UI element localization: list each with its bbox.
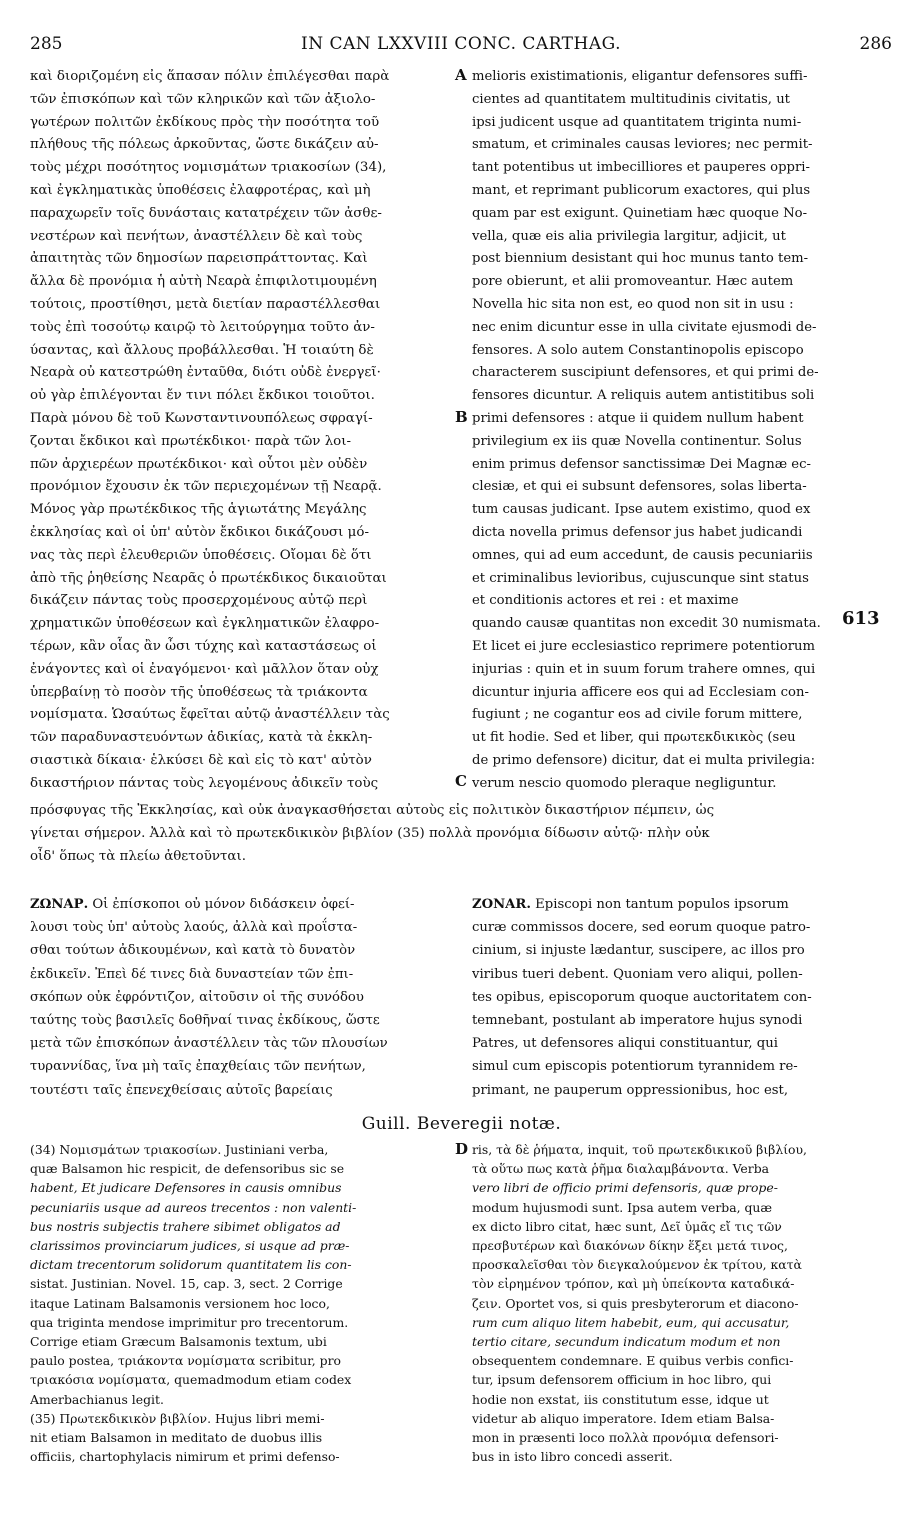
greek-line: οὐ γὰρ ἐπιλέγονται ἔν τινι πόλει ἔκδικοι τοιοῦτοι. (30, 388, 375, 404)
greek-line: νας τὰς περὶ ἐλευθεριῶν ὑποθέσεις. Οἴομαι δὲ ὅτι (30, 547, 372, 563)
latin-line: ut fit hodie. Sed et liber, qui πρωτεκδικικὸς (seu (472, 730, 796, 746)
zonaras-latin-line: tes opibus, episcoporum quoque auctoritatem con- (472, 989, 812, 1005)
greek-line: σιαστικὰ δίκαια· ἑλκύσει δὲ καὶ εἰς τὸ κατ' αὐτὸν (30, 752, 372, 768)
note-line: rum cum aliquo litem habebit, eum, qui accusatur, (472, 1314, 790, 1330)
latin-line: post biennium desistant qui hoc munus tanto tem- (472, 251, 809, 267)
latin-column (472, 66, 892, 796)
note-line: τριακόσια νομίσματα, quemadmodum etiam codex (30, 1372, 352, 1388)
zonaras-latin-label: ZONAR. (472, 897, 531, 912)
note-line: πρεσβυτέρων καὶ διακόνων δίκην ἕξει μετά τινος, (472, 1238, 788, 1254)
greek-line: ἄλλα δὲ προνόμια ἡ αὐτὴ Νεαρὰ ἐπιφιλοτιμουμένη (30, 274, 377, 290)
note-line: qua triginta mendose imprimitur pro trecentorum. (30, 1314, 349, 1330)
greek-line: Μόνος γὰρ πρωτέκδικος τῆς ἁγιωτάτης Μεγάλης (30, 502, 367, 518)
page-header (30, 34, 892, 62)
latin-line: tum causas judicant. Ipse autem existimo, quod ex (472, 502, 811, 518)
note-line: clarissimos provinciarum judices, si usque ad præ- (30, 1238, 350, 1254)
note-line: (34) Νομισμάτων τριακοσίων. Justiniani verba, (30, 1142, 329, 1157)
latin-line: nec enim dicuntur esse in ulla civitate ejusmodi de- (472, 319, 817, 335)
note-line: vero libri de officio primi defensoris, quæ prope- (472, 1180, 778, 1196)
note-line: tertio citare, secundum indicatum modum et non (472, 1334, 781, 1350)
latin-line: quando causæ quantitas non excedit 30 numismata. (472, 616, 821, 632)
greek-line: ἀπαιτητὰς τῶν δημοσίων παρεισπράττοντας. Καὶ (30, 251, 368, 267)
latin-line: cientes ad quantitatem multitudinis civitatis, ut (472, 91, 790, 107)
zonaras-greek-first-line (30, 893, 460, 916)
greek-line: τοὺς μέχρι ποσότητος νομισμάτων τριακοσίων (34), (30, 160, 387, 176)
greek-line: νεστέρων καὶ πενήτων, ἀναστέλλειν δὲ καὶ τοὺς (30, 228, 363, 244)
note-line: quæ Balsamon hic respicit, de defensoribus sic se (30, 1161, 345, 1177)
note-line: itaque Latinam Balsamonis versionem hoc loco, (30, 1295, 330, 1311)
latin-line: omnes, qui ad eum accedunt, de causis pecuniariis (472, 547, 813, 563)
note-line: προσκαλεῖσθαι τὸν διεγκαλούμενον ἐκ τρίτου, κατὰ (472, 1257, 802, 1273)
greek-line: παραχωρεῖν τοῖς δυνάσταις κατατρέχειν τῶν ἀσθε- (30, 205, 382, 221)
note-line: obsequentem condemnare. E quibus verbis conficı- (472, 1353, 794, 1369)
greek-column (30, 66, 460, 796)
latin-line: pore obierunt, et alii promoveantur. Hæc autem (472, 274, 794, 290)
greek-line: ὑπερβαίνῃ τὸ ποσὸν τῆς ὑποθέσεως τὰ τριάκοντα (30, 684, 368, 700)
latin-line: mant, et reprimant publicorum exactores, qui plus (472, 182, 811, 198)
margin-letter-b: B (455, 408, 468, 426)
latin-line: characterem suscipiunt defensores, et qui primi de- (472, 365, 819, 381)
note-line: ris, τὰ δὲ ῥήματα, inquit, τοῦ πρωτεκδικικοῦ βιβλίου, (472, 1142, 807, 1157)
margin-letter-a: A (455, 66, 467, 84)
note-line: bus nostris subjectis trahere sibimet obligatos ad (30, 1218, 341, 1234)
page-number-right: 286 (859, 34, 892, 54)
latin-line: dicuntur injuria afficere eos qui ad Ecclesiam con- (472, 684, 809, 700)
latin-line: clesiæ, et qui ei subsunt defensores, solas liberta- (472, 479, 807, 495)
latin-line: ipsi judicent usque ad quantitatem triginta numi- (472, 114, 802, 130)
note-line: τὰ οὕτω πως κατὰ ῥῆμα διαλαμβάνοντα. Verba (472, 1161, 770, 1177)
note-line: dictam trecentorum solidorum quantitatem lis con- (30, 1257, 352, 1273)
latin-line: privilegium ex iis quæ Novella continentur. Solus (472, 433, 802, 449)
zonaras-greek-line: σκόπων οὐκ ἐφρόντιζον, αἰτοῦσιν οἱ τῆς συνόδου (30, 989, 364, 1005)
zonaras-greek (30, 893, 460, 1102)
zonaras-greek-label: ΖΩΝΑΡ. (30, 897, 89, 912)
greek-line: πῶν ἀρχιερέων πρωτέκδικοι· καὶ οὗτοι μὲν οὐδὲν (30, 456, 368, 472)
latin-line: tant potentibus ut imbecilliores et pauperes oppri- (472, 160, 810, 176)
latin-line: fensores dicuntur. A reliquis autem antistitibus soli (472, 388, 815, 404)
latin-line: primi defensores : atque ii quidem nullum habent (472, 410, 804, 426)
greek-line: καὶ ἐγκληματικὰς ὑποθέσεις ἐλαφροτέρας, καὶ μὴ (30, 182, 371, 198)
note-line: officiis, chartophylacis nimirum et primi defenso- (30, 1449, 340, 1465)
note-line: (35) Πρωτεκδικικὸν βιβλίον. Hujus libri memi- (30, 1410, 325, 1426)
full-line: πρόσφυγας τῆς Ἐκκλησίας, καὶ οὐκ ἀναγκασθήσεται αὐτοὺς εἰς πολιτικὸν δικαστήριον πέμπειν, ὡς (30, 803, 715, 818)
latin-line: quam par est exigunt. Quinetiam hæc quoque No- (472, 205, 808, 221)
zonaras-latin-line: curæ commissos docere, sed eorum quoque patro- (472, 920, 811, 936)
zonaras-greek-line: σθαι τούτων ἀδικουμένων, καὶ κατὰ τὸ δυνατὸν (30, 943, 356, 959)
greek-line: καὶ διοριζομένη εἰς ἅπασαν πόλιν ἐπιλέγεσθαι παρὰ (30, 69, 390, 84)
full-line: γίνεται σήμερον. Ἀλλὰ καὶ τὸ πρωτεκδικικὸν βιβλίον (35) πολλὰ προνόμια δίδωσιν αὐτῷ· πλὴν οὐκ (30, 825, 710, 841)
note-line: pecuniariis usque ad aureos trecentos : non valenti- (30, 1199, 357, 1215)
zonaras-greek-line: Οἱ ἐπίσκοποι οὐ μόνον διδάσκειν ὀφεί- (92, 897, 355, 912)
page-number-left: 285 (30, 34, 63, 54)
note-line: mon in præsenti loco πολλὰ προνόμια defensori- (472, 1430, 779, 1446)
notes-right-column (472, 1140, 892, 1466)
note-line: ζειν. Oportet vos, si quis presbyterorum et diacono- (472, 1295, 799, 1311)
note-line: sistat. Justinian. Novel. 15, cap. 3, sect. 2 Corrige (30, 1276, 343, 1292)
zonaras-latin-line: temnebant, postulant ab imperatore hujus synodi (472, 1013, 803, 1029)
greek-line: ἐνάγοντες καὶ οἱ ἐναγόμενοι· καὶ μᾶλλον ὅταν οὐχ (30, 661, 379, 677)
latin-line: enim primus defensor sanctissimæ Dei Magnæ ec- (472, 456, 811, 472)
margin-letter-d: D (455, 1140, 469, 1158)
latin-line: de primo defensore) dicitur, dat ei multa privilegia: (472, 752, 816, 768)
latin-line: verum nescio quomodo pleraque negliguntur. (472, 775, 777, 791)
zonaras-greek-line: τουτέστι ταῖς ἐπενεχθείσαις αὐτοῖς βαρείαις (30, 1082, 333, 1098)
note-line: Amerbachianus legit. (30, 1391, 164, 1407)
note-line: videtur ab aliquo imperatore. Idem etiam Balsa- (472, 1410, 775, 1426)
greek-line: χρηματικῶν ὑποθέσεων καὶ ἐγκληματικῶν ἐλαφρο- (30, 616, 380, 632)
note-line: paulo postea, τριάκοντα νομίσματα scribitur, pro (30, 1353, 341, 1369)
greek-line: τῶν παραδυναστευόντων ἀδικίας, κατὰ τὰ ἐκκλη- (30, 730, 373, 746)
latin-line: Et licet ei jure ecclesiastico reprimere potentiorum (472, 638, 815, 654)
zonaras-latin-line: cinium, si injuste lædantur, suscipere, ac illos pro (472, 943, 805, 959)
zonaras-latin (472, 893, 892, 1102)
greek-line: γωτέρων πολιτῶν ἐκδίκους πρὸς τὴν ποσότητα τοῦ (30, 114, 380, 130)
greek-line: Νεαρὰ οὐ κατεστρώθη ἐνταῦθα, διότι οὐδὲ ἐνεργεῖ· (30, 365, 381, 381)
zonaras-greek-line: ἐκδικεῖν. Ἐπεὶ δέ τινες διὰ δυναστείαν τῶν ἐπι- (30, 966, 354, 982)
zonaras-latin-line: Episcopi non tantum populos ipsorum (535, 897, 789, 912)
note-line: hodie non exstat, iis constitutum esse, idque ut (472, 1391, 769, 1407)
greek-line: νομίσματα. Ὡσαύτως ἔφεῖται αὐτῷ ἀναστέλλειν τὰς (30, 707, 390, 723)
latin-line: et criminalibus levioribus, cujuscunque sint status (472, 570, 809, 586)
greek-line: προνόμιον ἔχουσιν ἐκ τῶν περιεχομένων τῇ Νεαρᾷ. (30, 479, 382, 495)
note-line: bus in isto libro concedi asserit. (472, 1449, 673, 1465)
latin-line: Novella hic sita non est, eo quod non sit in usu : (472, 296, 794, 312)
greek-line: πλήθους τῆς πόλεως ἀρκοῦντας, ὥστε δικάζειν αὐ- (30, 137, 379, 153)
margin-number: 613 (842, 608, 880, 629)
latin-line: smatum, et criminales causas leviores; nec permit- (472, 137, 813, 153)
note-line: τὸν εἰρημένον τρόπον, καὶ μὴ ὑπείκοντα καταδικά- (472, 1276, 795, 1292)
greek-line: δικάζειν πάντας τοὺς προσερχομένους αὐτῷ περὶ (30, 593, 368, 609)
greek-line: τῶν ἐπισκόπων καὶ τῶν κληρικῶν καὶ τῶν ἀξιολο- (30, 91, 376, 107)
running-title: IN CAN LXXVIII CONC. CARTHAG. (300, 34, 621, 54)
greek-line: ύσαντας, καὶ ἄλλους προβάλλεσθαι. Ἡ τοιαύτη δὲ (30, 342, 374, 358)
greek-line: ζονται ἔκδικοι καὶ πρωτέκδικοι· παρὰ τῶν λοι- (30, 433, 352, 449)
greek-line: τέρων, κἂν οἷας ἂν ὦσι τύχης καὶ καταστάσεως οἱ (30, 638, 377, 654)
note-line: modum hujusmodi sunt. Ipsa autem verba, quæ (472, 1199, 773, 1215)
latin-line: vella, quæ eis alia privilegia largitur, adjicit, ut (472, 228, 786, 244)
margin-letter-c: C (455, 772, 467, 790)
latin-line: injurias : quin et in suum forum trahere omnes, qui (472, 661, 816, 677)
latin-line: melioris existimationis, eligantur defensores suffi- (472, 69, 808, 84)
greek-line: ἀπὸ τῆς ῥηθείσης Νεαρᾶς ὁ πρωτέκδικος δικαιοῦται (30, 570, 387, 586)
zonaras-latin-first-line (472, 893, 892, 916)
latin-line: dicta novella primus defensor jus habet judicandi (472, 524, 803, 540)
note-line: Corrige etiam Græcum Balsamonis textum, ubi (30, 1334, 327, 1350)
zonaras-latin-line: simul cum episcopis potentiorum tyrannidem re- (472, 1059, 798, 1075)
notes-title: Guill. Beveregii notæ. (361, 1114, 562, 1134)
greek-line: Παρὰ μόνου δὲ τοῦ Κωνσταντινουπόλεως σφραγί- (30, 410, 373, 426)
greek-line: τούτοις, προστίθησι, μετὰ διετίαν παραστέλλεσθαι (30, 296, 381, 312)
greek-line: δικαστήριον πάντας τοὺς λεγομένους ἀδικεῖν τοὺς (30, 775, 379, 791)
zonaras-greek-line: τυραννίδας, ἵνα μὴ ταῖς ἐπαχθείαις τῶν πενήτων, (30, 1059, 366, 1075)
zonaras-greek-line: μετὰ τῶν ἐπισκόπων ἀναστέλλειν τὰς τῶν πλουσίων (30, 1036, 388, 1052)
latin-line: fugiunt ; ne cogantur eos ad civile forum mittere, (472, 707, 803, 723)
zonaras-greek-line: λουσι τοὺς ὑπ' αὐτοὺς λαούς, ἀλλὰ καὶ προΐστα- (30, 920, 358, 936)
full-line: οἶδ' ὅπως τὰ πλείω ἀθετοῦνται. (30, 848, 246, 864)
zonaras-latin-line: viribus tueri debent. Quoniam vero aliqui, pollen- (472, 966, 803, 982)
full-width-text (30, 800, 892, 868)
note-line: habent, Et judicare Defensores in causis omnibus (30, 1180, 342, 1196)
greek-line: ἐκκλησίας καὶ οἱ ὑπ' αὐτὸν ἔκδικοι δικάζουσι μό- (30, 524, 369, 540)
notes-left-column (30, 1140, 460, 1466)
latin-line: et conditionis actores et rei : et maxime (472, 593, 739, 609)
note-line: nit etiam Balsamon in meditato de duobus illis (30, 1430, 323, 1446)
zonaras-latin-line: primant, ne pauperum oppressionibus, hoc est, (472, 1082, 789, 1098)
zonaras-latin-line: Patres, ut defensores aliqui constituantur, qui (472, 1036, 778, 1052)
note-line: ex dicto libro citat, hæc sunt, Δεῖ ὑμᾶς εἴ τις τῶν (472, 1218, 782, 1234)
greek-line: τοὺς ἐπὶ τοσούτῳ καιρῷ τὸ λειτούργημα τοῦτο ἀν- (30, 319, 375, 335)
latin-line: fensores. A solo autem Constantinopolis episcopo (472, 342, 804, 358)
note-line: tur, ipsum defensorem officium in hoc libro, qui (472, 1372, 772, 1388)
zonaras-greek-line: ταύτης τοὺς βασιλεῖς δοθῆναί τινας ἐκδίκους, ὥστε (30, 1013, 380, 1029)
